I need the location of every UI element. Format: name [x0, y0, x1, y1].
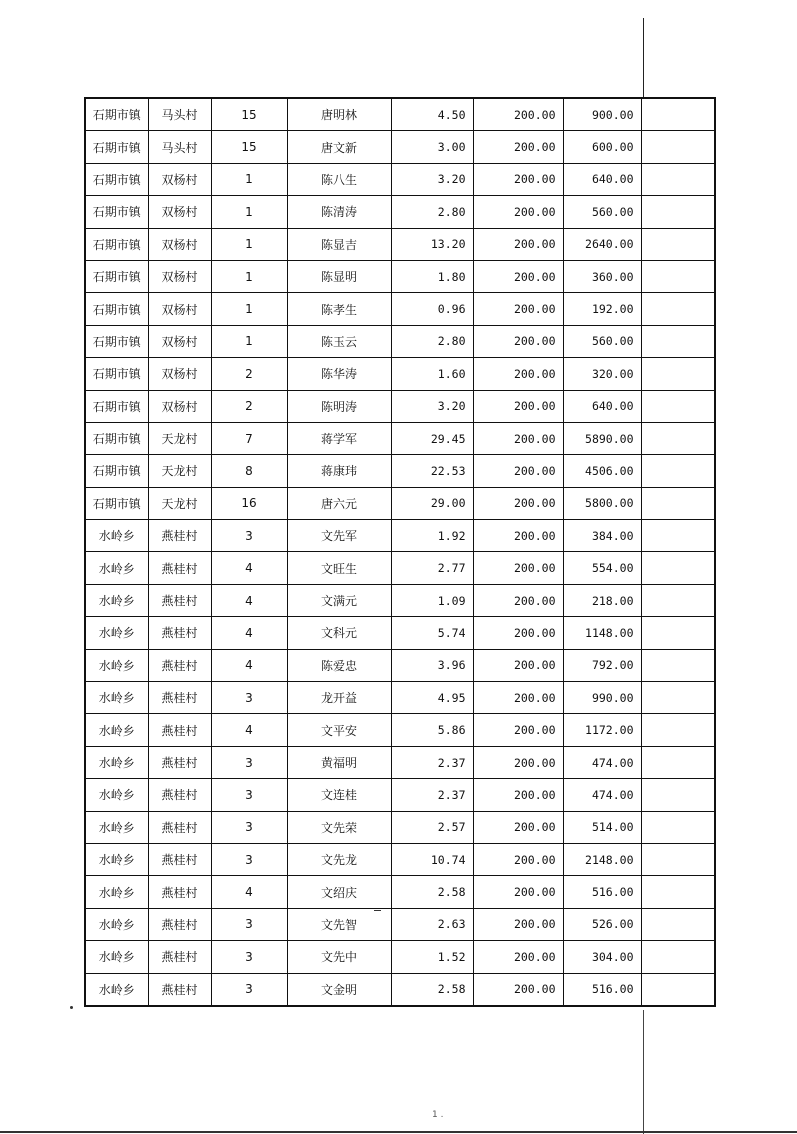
town-cell: 石期市镇 [85, 358, 148, 390]
town-cell: 石期市镇 [85, 390, 148, 422]
group-cell: 8 [211, 455, 287, 487]
town-cell: 水岭乡 [85, 876, 148, 908]
village-cell: 燕桂村 [148, 714, 211, 746]
group-cell: 1 [211, 228, 287, 260]
price-cell: 200.00 [473, 293, 563, 325]
village-cell: 燕桂村 [148, 584, 211, 616]
amount-cell: 304.00 [563, 941, 641, 973]
note-cell [641, 876, 715, 908]
table-row [85, 714, 715, 746]
table-row [85, 811, 715, 843]
note-cell [641, 228, 715, 260]
note-cell [641, 811, 715, 843]
note-cell [641, 390, 715, 422]
price-cell: 200.00 [473, 520, 563, 552]
area-cell: 5.86 [391, 714, 473, 746]
name-cell: 文绍庆 [287, 876, 391, 908]
group-cell: 3 [211, 908, 287, 940]
price-cell: 200.00 [473, 779, 563, 811]
table-body [85, 98, 715, 1006]
amount-cell: 792.00 [563, 649, 641, 681]
table-row [85, 973, 715, 1006]
price-cell: 200.00 [473, 163, 563, 195]
note-cell [641, 487, 715, 519]
amount-cell: 516.00 [563, 876, 641, 908]
price-cell: 200.00 [473, 811, 563, 843]
name-cell: 陈八生 [287, 163, 391, 195]
table-row [85, 196, 715, 228]
name-cell: 唐文新 [287, 131, 391, 163]
amount-cell: 4506.00 [563, 455, 641, 487]
village-cell: 双杨村 [148, 228, 211, 260]
name-cell: 文先军 [287, 520, 391, 552]
note-cell [641, 617, 715, 649]
amount-cell: 1172.00 [563, 714, 641, 746]
area-cell: 1.09 [391, 584, 473, 616]
village-cell: 燕桂村 [148, 811, 211, 843]
price-cell: 200.00 [473, 714, 563, 746]
amount-cell: 360.00 [563, 260, 641, 292]
group-cell: 3 [211, 520, 287, 552]
note-cell [641, 163, 715, 195]
town-cell: 水岭乡 [85, 617, 148, 649]
town-cell: 水岭乡 [85, 714, 148, 746]
scan-artifact-line [643, 18, 644, 98]
area-cell: 3.20 [391, 390, 473, 422]
town-cell: 水岭乡 [85, 584, 148, 616]
page-number: 1 . [432, 1110, 444, 1120]
village-cell: 双杨村 [148, 163, 211, 195]
area-cell: 2.77 [391, 552, 473, 584]
village-cell: 双杨村 [148, 260, 211, 292]
table-row [85, 941, 715, 973]
area-cell: 3.20 [391, 163, 473, 195]
amount-cell: 1148.00 [563, 617, 641, 649]
area-cell: 22.53 [391, 455, 473, 487]
table-row [85, 779, 715, 811]
group-cell: 4 [211, 617, 287, 649]
name-cell: 文先中 [287, 941, 391, 973]
area-cell: 2.80 [391, 325, 473, 357]
table-row [85, 98, 715, 131]
table-row [85, 131, 715, 163]
amount-cell: 560.00 [563, 325, 641, 357]
price-cell: 200.00 [473, 682, 563, 714]
area-cell: 1.52 [391, 941, 473, 973]
price-cell: 200.00 [473, 228, 563, 260]
area-cell: 3.96 [391, 649, 473, 681]
group-cell: 4 [211, 584, 287, 616]
town-cell: 水岭乡 [85, 552, 148, 584]
price-cell: 200.00 [473, 908, 563, 940]
name-cell: 文先龙 [287, 843, 391, 875]
note-cell [641, 584, 715, 616]
village-cell: 双杨村 [148, 293, 211, 325]
amount-cell: 516.00 [563, 973, 641, 1006]
name-cell: 唐明林 [287, 98, 391, 131]
amount-cell: 218.00 [563, 584, 641, 616]
area-cell: 1.92 [391, 520, 473, 552]
table-row [85, 682, 715, 714]
group-cell: 3 [211, 682, 287, 714]
note-cell [641, 714, 715, 746]
table-row [85, 617, 715, 649]
town-cell: 石期市镇 [85, 163, 148, 195]
amount-cell: 474.00 [563, 746, 641, 778]
compensation-table [84, 97, 716, 1007]
area-cell: 4.50 [391, 98, 473, 131]
area-cell: 2.58 [391, 876, 473, 908]
amount-cell: 640.00 [563, 390, 641, 422]
village-cell: 燕桂村 [148, 649, 211, 681]
amount-cell: 474.00 [563, 779, 641, 811]
town-cell: 水岭乡 [85, 908, 148, 940]
town-cell: 水岭乡 [85, 520, 148, 552]
note-cell [641, 779, 715, 811]
note-cell [641, 422, 715, 454]
amount-cell: 5800.00 [563, 487, 641, 519]
area-cell: 29.00 [391, 487, 473, 519]
name-cell: 陈显明 [287, 260, 391, 292]
name-cell: 陈明涛 [287, 390, 391, 422]
village-cell: 马头村 [148, 131, 211, 163]
name-cell: 文金明 [287, 973, 391, 1006]
area-cell: 5.74 [391, 617, 473, 649]
name-cell: 文连桂 [287, 779, 391, 811]
name-cell: 文满元 [287, 584, 391, 616]
name-cell: 陈显吉 [287, 228, 391, 260]
town-cell: 水岭乡 [85, 649, 148, 681]
group-cell: 1 [211, 163, 287, 195]
amount-cell: 640.00 [563, 163, 641, 195]
table-row [85, 487, 715, 519]
note-cell [641, 98, 715, 131]
village-cell: 燕桂村 [148, 520, 211, 552]
area-cell: 2.80 [391, 196, 473, 228]
town-cell: 石期市镇 [85, 98, 148, 131]
amount-cell: 320.00 [563, 358, 641, 390]
price-cell: 200.00 [473, 455, 563, 487]
village-cell: 燕桂村 [148, 617, 211, 649]
table-row [85, 455, 715, 487]
town-cell: 石期市镇 [85, 131, 148, 163]
village-cell: 燕桂村 [148, 973, 211, 1006]
name-cell: 文科元 [287, 617, 391, 649]
table-row [85, 520, 715, 552]
price-cell: 200.00 [473, 584, 563, 616]
price-cell: 200.00 [473, 390, 563, 422]
group-cell: 2 [211, 358, 287, 390]
village-cell: 双杨村 [148, 196, 211, 228]
town-cell: 石期市镇 [85, 422, 148, 454]
village-cell: 天龙村 [148, 487, 211, 519]
group-cell: 4 [211, 714, 287, 746]
area-cell: 4.95 [391, 682, 473, 714]
group-cell: 3 [211, 779, 287, 811]
town-cell: 石期市镇 [85, 196, 148, 228]
group-cell: 1 [211, 196, 287, 228]
note-cell [641, 843, 715, 875]
group-cell: 3 [211, 746, 287, 778]
table-row [85, 843, 715, 875]
amount-cell: 514.00 [563, 811, 641, 843]
group-cell: 3 [211, 941, 287, 973]
village-cell: 燕桂村 [148, 682, 211, 714]
note-cell [641, 649, 715, 681]
town-cell: 石期市镇 [85, 487, 148, 519]
name-cell: 文旺生 [287, 552, 391, 584]
note-cell [641, 293, 715, 325]
village-cell: 燕桂村 [148, 779, 211, 811]
table-row [85, 649, 715, 681]
price-cell: 200.00 [473, 941, 563, 973]
name-cell: 文先智 [287, 908, 391, 940]
town-cell: 水岭乡 [85, 811, 148, 843]
scan-artifact-line [643, 1010, 644, 1134]
price-cell: 200.00 [473, 843, 563, 875]
price-cell: 200.00 [473, 358, 563, 390]
table-row [85, 325, 715, 357]
village-cell: 马头村 [148, 98, 211, 131]
village-cell: 双杨村 [148, 358, 211, 390]
group-cell: 15 [211, 131, 287, 163]
group-cell: 1 [211, 260, 287, 292]
table-row [85, 584, 715, 616]
town-cell: 石期市镇 [85, 325, 148, 357]
price-cell: 200.00 [473, 973, 563, 1006]
village-cell: 燕桂村 [148, 908, 211, 940]
group-cell: 15 [211, 98, 287, 131]
name-cell: 龙开益 [287, 682, 391, 714]
group-cell: 3 [211, 843, 287, 875]
name-cell: 陈孝生 [287, 293, 391, 325]
note-cell [641, 973, 715, 1006]
village-cell: 燕桂村 [148, 941, 211, 973]
note-cell [641, 520, 715, 552]
amount-cell: 2148.00 [563, 843, 641, 875]
note-cell [641, 682, 715, 714]
price-cell: 200.00 [473, 876, 563, 908]
town-cell: 水岭乡 [85, 843, 148, 875]
name-cell: 黄福明 [287, 746, 391, 778]
amount-cell: 384.00 [563, 520, 641, 552]
name-cell: 文先荣 [287, 811, 391, 843]
amount-cell: 526.00 [563, 908, 641, 940]
note-cell [641, 260, 715, 292]
group-cell: 4 [211, 649, 287, 681]
amount-cell: 5890.00 [563, 422, 641, 454]
name-cell: 陈清涛 [287, 196, 391, 228]
town-cell: 水岭乡 [85, 973, 148, 1006]
town-cell: 水岭乡 [85, 682, 148, 714]
table-row [85, 422, 715, 454]
village-cell: 燕桂村 [148, 746, 211, 778]
area-cell: 1.60 [391, 358, 473, 390]
scan-artifact-dot [70, 1006, 73, 1009]
table-row [85, 358, 715, 390]
town-cell: 石期市镇 [85, 260, 148, 292]
price-cell: 200.00 [473, 260, 563, 292]
area-cell: 0.96 [391, 293, 473, 325]
note-cell [641, 552, 715, 584]
group-cell: 4 [211, 552, 287, 584]
price-cell: 200.00 [473, 131, 563, 163]
price-cell: 200.00 [473, 746, 563, 778]
town-cell: 石期市镇 [85, 228, 148, 260]
area-cell: 2.63 [391, 908, 473, 940]
note-cell [641, 131, 715, 163]
table-row [85, 228, 715, 260]
price-cell: 200.00 [473, 487, 563, 519]
village-cell: 燕桂村 [148, 843, 211, 875]
table-row [85, 876, 715, 908]
group-cell: 4 [211, 876, 287, 908]
village-cell: 双杨村 [148, 325, 211, 357]
area-cell: 3.00 [391, 131, 473, 163]
price-cell: 200.00 [473, 422, 563, 454]
name-cell: 蒋学军 [287, 422, 391, 454]
price-cell: 200.00 [473, 98, 563, 131]
town-cell: 水岭乡 [85, 746, 148, 778]
village-cell: 燕桂村 [148, 552, 211, 584]
group-cell: 16 [211, 487, 287, 519]
town-cell: 水岭乡 [85, 779, 148, 811]
table-row [85, 746, 715, 778]
group-cell: 1 [211, 325, 287, 357]
village-cell: 双杨村 [148, 390, 211, 422]
note-cell [641, 325, 715, 357]
amount-cell: 192.00 [563, 293, 641, 325]
area-cell: 2.57 [391, 811, 473, 843]
area-cell: 1.80 [391, 260, 473, 292]
amount-cell: 600.00 [563, 131, 641, 163]
amount-cell: 560.00 [563, 196, 641, 228]
area-cell: 2.37 [391, 746, 473, 778]
group-cell: 1 [211, 293, 287, 325]
price-cell: 200.00 [473, 325, 563, 357]
area-cell: 2.37 [391, 779, 473, 811]
name-cell: 蒋康玮 [287, 455, 391, 487]
village-cell: 燕桂村 [148, 876, 211, 908]
area-cell: 10.74 [391, 843, 473, 875]
table-row [85, 293, 715, 325]
name-cell: 陈爱忠 [287, 649, 391, 681]
note-cell [641, 746, 715, 778]
name-cell: 陈玉云 [287, 325, 391, 357]
table-row [85, 260, 715, 292]
area-cell: 13.20 [391, 228, 473, 260]
note-cell [641, 941, 715, 973]
group-cell: 3 [211, 973, 287, 1006]
table-row [85, 908, 715, 940]
scan-artifact-line [0, 1131, 797, 1133]
note-cell [641, 908, 715, 940]
town-cell: 石期市镇 [85, 293, 148, 325]
town-cell: 水岭乡 [85, 941, 148, 973]
amount-cell: 990.00 [563, 682, 641, 714]
group-cell: 2 [211, 390, 287, 422]
price-cell: 200.00 [473, 552, 563, 584]
amount-cell: 554.00 [563, 552, 641, 584]
area-cell: 2.58 [391, 973, 473, 1006]
note-cell [641, 358, 715, 390]
price-cell: 200.00 [473, 617, 563, 649]
amount-cell: 2640.00 [563, 228, 641, 260]
price-cell: 200.00 [473, 196, 563, 228]
note-cell [641, 196, 715, 228]
name-cell: 陈华涛 [287, 358, 391, 390]
table-row [85, 163, 715, 195]
note-cell [641, 455, 715, 487]
price-cell: 200.00 [473, 649, 563, 681]
village-cell: 天龙村 [148, 455, 211, 487]
table-row [85, 390, 715, 422]
group-cell: 7 [211, 422, 287, 454]
name-cell: 文平安 [287, 714, 391, 746]
village-cell: 天龙村 [148, 422, 211, 454]
amount-cell: 900.00 [563, 98, 641, 131]
group-cell: 3 [211, 811, 287, 843]
table-row [85, 552, 715, 584]
town-cell: 石期市镇 [85, 455, 148, 487]
name-cell: 唐六元 [287, 487, 391, 519]
area-cell: 29.45 [391, 422, 473, 454]
